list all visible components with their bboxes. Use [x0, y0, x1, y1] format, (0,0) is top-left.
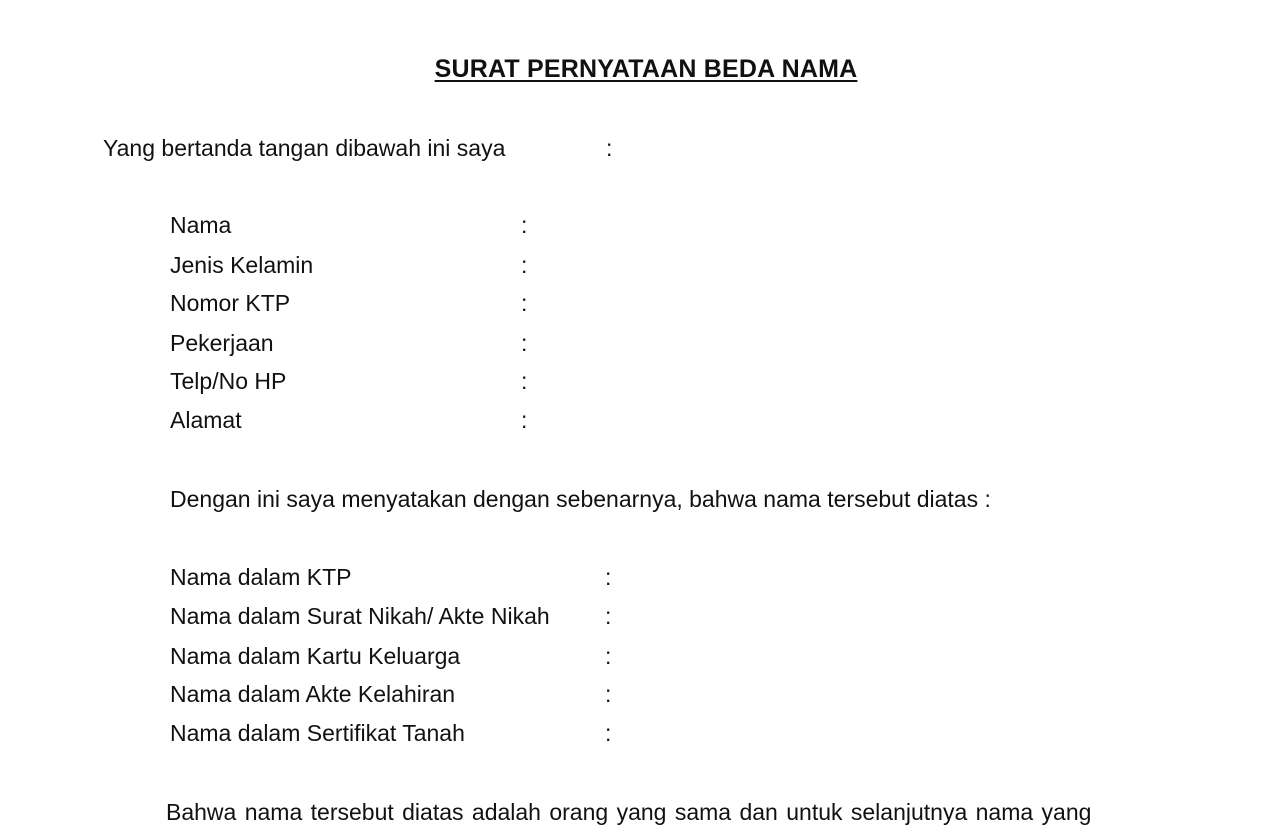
field-colon-nama: :	[521, 212, 528, 238]
document-title: SURAT PERNYATAAN BEDA NAMA	[434, 55, 858, 83]
intro-text: Yang bertanda tangan dibawah ini saya	[103, 135, 506, 161]
field-colon-nomor-ktp: :	[521, 290, 528, 316]
name-label-surat-nikah: Nama dalam Surat Nikah/ Akte Nikah	[170, 603, 550, 629]
closing-text: Bahwa nama tersebut diatas adalah orang yang sama dan untuk selanjutnya nama yang	[166, 799, 1092, 825]
name-label-sertifikat-tanah: Nama dalam Sertifikat Tanah	[170, 720, 465, 746]
field-colon-pekerjaan: :	[521, 330, 528, 356]
statement-text: Dengan ini saya menyatakan dengan sebenarnya, bahwa nama tersebut diatas :	[170, 486, 991, 512]
name-colon-ktp: :	[605, 564, 612, 590]
field-label-nomor-ktp: Nomor KTP	[170, 290, 291, 316]
name-label-ktp: Nama dalam KTP	[170, 564, 352, 590]
name-colon-kartu-keluarga: :	[605, 643, 612, 669]
intro-colon: :	[606, 135, 613, 161]
name-label-kartu-keluarga: Nama dalam Kartu Keluarga	[170, 643, 461, 669]
name-colon-sertifikat-tanah: :	[605, 720, 612, 746]
field-label-telp: Telp/No HP	[170, 368, 287, 394]
field-colon-jenis-kelamin: :	[521, 252, 528, 278]
field-colon-telp: :	[521, 368, 528, 394]
field-label-jenis-kelamin: Jenis Kelamin	[170, 252, 314, 278]
field-label-alamat: Alamat	[170, 407, 242, 433]
field-label-nama: Nama	[170, 212, 232, 238]
field-label-pekerjaan: Pekerjaan	[170, 330, 274, 356]
name-colon-akte-kelahiran: :	[605, 681, 612, 707]
name-label-akte-kelahiran: Nama dalam Akte Kelahiran	[170, 681, 456, 707]
field-colon-alamat: :	[521, 407, 528, 433]
name-colon-surat-nikah: :	[605, 603, 612, 629]
